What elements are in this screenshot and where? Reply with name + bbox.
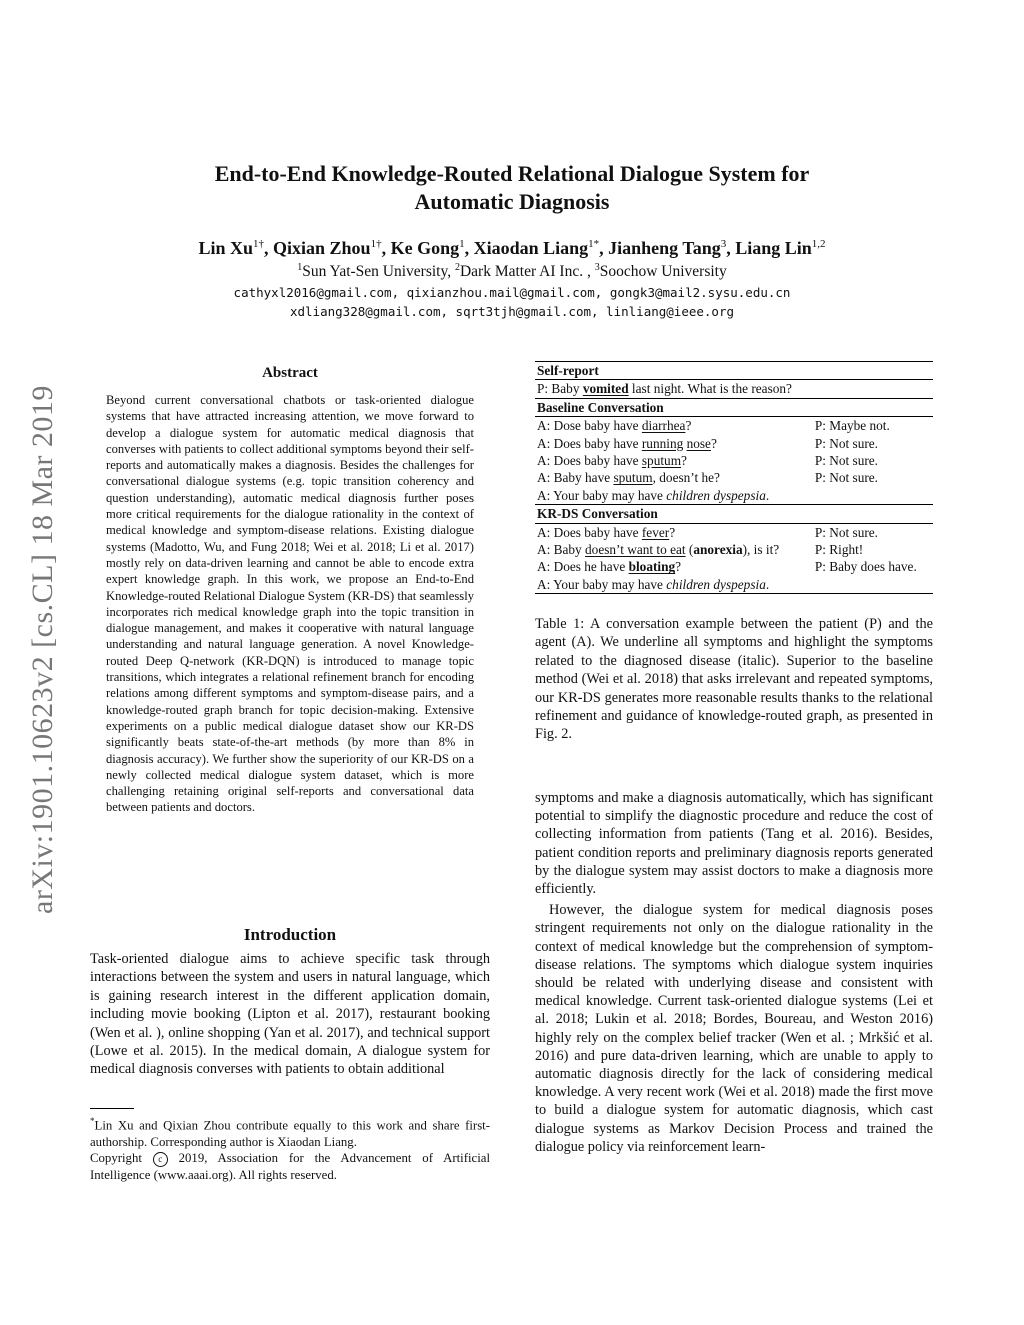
table-row	[535, 380, 933, 398]
email-list-line-1: cathyxl2016@gmail.com, qixianzhou.mail@gmail.com, gongk3@mail2.sysu.edu.cn	[233, 285, 791, 300]
krds-heading: KR-DS Conversation	[535, 505, 933, 523]
symptom-highlight: vomited	[582, 381, 629, 397]
copyright-text: 2019, Association for the Advancement of Artificial Intelligence (www.aaai.org). All rights reserved.	[90, 1151, 490, 1183]
agent-utterance: A: Does baby have sputum?	[537, 453, 687, 469]
symptom-bold: anorexia	[693, 542, 743, 558]
affil-name: Sun Yat-Sen University,	[302, 263, 455, 281]
disease-italic: children dyspepsia	[666, 487, 766, 503]
agent-utterance: A: Baby have sputum, doesn’t he?	[537, 470, 720, 486]
patient-response: P: Not sure.	[814, 453, 879, 469]
abstract-body: Beyond current conversational chatbots or task-oriented dialogue systems that have attracted increasing attention, we move forward to develop a dialogue system for automatic medical diagnosis that converses with patients to collect additional symptoms beyond their self-reports and automatically makes a diagnosis. Besides the challenges for conversational dialogue systems (e.g. topic transition coherency and question understanding), automatic medical diagnosis further poses more critical requirements for the dialogue rationality in the context of medical knowledge and symptom-disease relations. Existing dialogue systems (Madotto, Wu, and Fung 2018; Wei et al. 2018; Li et al. 2017) mostly rely on data-driven learning and cannot be able to encode extra expert knowledge graph. In this work, we propose an End-to-End Knowledge-routed Relational Dialogue System (KR-DS) that seamlessly incorporates rich medical knowledge graph into the topic transition in dialogue management, and makes it cooperative with natural language understanding and natural language generation. A novel Knowledge-routed Deep Q-network (KR-DQN) is introduced to manage topic transitions, which integrates a relational refinement branch for encoding relations among different symptoms and symptom-disease pairs, and a knowledge-routed graph branch for topic decision-making. Extensive experiments on a public medical dialogue dataset show our KR-DS significantly beats state-of-the-art methods (by more than 8% in diagnosis accuracy). We further show the superiority of our KR-DS on a newly collected medical dialogue system dataset, which is more challenging retaining original self-reports and conversational data between patients and doctors.	[106, 393, 474, 815]
table-row	[535, 487, 933, 505]
introduction-heading: Introduction	[243, 925, 337, 944]
author-affil-sup: 3	[720, 238, 727, 250]
author-name: Lin Xu	[198, 238, 254, 258]
affil-name: Dark Matter AI Inc. ,	[459, 263, 595, 281]
table-section-header	[535, 398, 933, 416]
patient-response: P: Right!	[814, 542, 864, 558]
abstract-heading: Abstract	[262, 365, 318, 381]
patient-response: P: Not sure.	[814, 470, 879, 486]
title-line-2: Automatic Diagnosis	[414, 189, 610, 214]
affil-sup: 3	[594, 262, 600, 273]
self-report-heading: Self-report	[535, 362, 933, 380]
author-name: Liang Lin	[735, 238, 812, 258]
paper-title	[90, 160, 934, 216]
table-row	[535, 576, 933, 594]
table-section-header	[535, 362, 933, 380]
self-report-text: P: Baby vomited last night. What is the reason?	[537, 381, 792, 397]
symptom-underlined: nose	[686, 435, 711, 451]
patient-response: P: Not sure.	[814, 435, 879, 451]
agent-utterance: A: Does baby have fever?	[537, 524, 676, 540]
table-caption: Table 1: A conversation example between the patient (P) and the agent (A). We underline all symptoms and highlight the symptoms related to the diagnosed disease (italic). Superior to the baseline method (Wei et al. 2018) that asks irrelevant and repeated symptoms, our KR-DS generates more reasonable results thanks to the relational refinement and guidance of knowledge-routed graph, as presented in Fig. 2.	[535, 616, 933, 743]
body-paragraph: However, the dialogue system for medical diagnosis poses stringent requirements not only on the dialogue rationality in the context of medical knowledge but the comprehension of symptom-disease relations. The symptoms which dialogue system inquiries should be related with underlying disease and consistent with medical knowledge. Current task-oriented dialogue systems (Lei et al. 2018; Lukin et al. 2018; Bordes, Boureau, and Weston 2016) highly rely on the complex belief tracker (Wen et al. ; Mrkšić et al. 2016) and pure data-driven learning, which are unable to apply to automatic diagnosis directly for the lack of considering medical knowledge. A very recent work (Wei et al. 2018) made the first move to build a dialogue system for automatic diagnosis, which cast dialogue systems as Markov Decision Process and trained the dialogue policy via reinforcement learn-	[535, 902, 933, 1155]
body-paragraph: symptoms and make a diagnosis automatically, which has significant potential to simplify the diagnostic procedure and reduce the cost of collecting information from patients (Tang et al. 2016). Besides, patient condition reports and preliminary diagnosis reports generated by the dialogue system may assist doctors to make a diagnosis more efficiently.	[535, 790, 933, 898]
symptom-underlined: fever	[641, 524, 670, 540]
affiliations	[90, 262, 934, 281]
footnote-text: Lin Xu and Qixian Zhou contribute equally to this work and share first-authorship. Corresponding author is Xiaodan Liang.	[90, 1118, 490, 1149]
title-line-1: End-to-End Knowledge-Routed Relational Dialogue System for	[214, 161, 810, 186]
footnote-authors	[90, 1113, 490, 1150]
affil-sup: 2	[454, 262, 460, 273]
table-row	[535, 523, 933, 541]
copyright-icon: c	[153, 1152, 168, 1167]
agent-utterance: A: Dose baby have diarrhea?	[537, 418, 692, 434]
author-name: Qixian Zhou	[273, 238, 371, 258]
table-row	[535, 541, 933, 558]
agent-diagnosis: A: Your baby may have children dyspepsia.	[537, 487, 770, 503]
author-affil-sup: 1†	[370, 238, 382, 250]
agent-diagnosis: A: Your baby may have children dyspepsia.	[535, 576, 933, 594]
footnote	[90, 1113, 490, 1184]
symptom-underlined: sputum	[641, 453, 682, 469]
symptom-highlight: bloating	[628, 559, 676, 575]
table-row	[535, 558, 933, 575]
table-section-header	[535, 505, 933, 523]
footnote-rule	[90, 1108, 134, 1109]
table-row	[535, 469, 933, 486]
patient-response: P: Maybe not.	[814, 418, 890, 434]
introduction-body: Task-oriented dialogue aims to achieve specific task through interactions between the system and users in natural language, which is gaining research interest in the different application domain, including movie booking (Lipton et al. 2017), restaurant booking (Wen et al. ), online shopping (Yan et al. 2017), and technical support (Lowe et al. 2015). In the medical domain, A dialogue system for medical diagnosis converses with patients to obtain additional	[90, 951, 490, 1078]
author-name: Ke Gong	[390, 238, 460, 258]
footnote-marker: *	[90, 1116, 95, 1126]
author-list: Lin $Xu^{1\dagger}$, Qixian Zhou$^{1\dagger}$, Ke Gong$^1$, Xiaodan Liang$^{1*}$, Jianheng Tang$^3$, Liang Lin$^{1,2}$	[198, 238, 826, 258]
disease-italic: children dyspepsia	[666, 576, 766, 592]
symptom-underlined: sputum	[613, 470, 653, 486]
arxiv-identifier: arXiv:1901.10623v2 [cs.CL] 18 Mar 2019	[26, 385, 59, 915]
right-column-body	[535, 789, 933, 1156]
author-name: Xiaodan Liang	[473, 238, 589, 258]
baseline-heading: Baseline Conversation	[535, 398, 933, 416]
patient-response: P: Baby does have.	[814, 559, 917, 575]
symptom-underlined: diarrhea	[641, 418, 686, 434]
author-affil-sup: 1*	[588, 238, 600, 250]
copyright-notice	[90, 1150, 490, 1184]
agent-utterance: A: Does he have bloating?	[537, 559, 682, 575]
table-row	[535, 417, 933, 435]
agent-utterance: A: Baby doesn’t want to eat (anorexia), is it?	[537, 542, 780, 558]
table-row	[535, 435, 933, 452]
author-affil-sup: 1†	[253, 238, 265, 250]
symptom-underlined: running	[641, 435, 684, 451]
agent-utterance: A: Does baby have running nose?	[537, 435, 717, 451]
affil-sup: 1	[297, 262, 303, 273]
patient-response: P: Not sure.	[814, 524, 879, 540]
conversation-table	[535, 361, 933, 594]
symptom-underlined: doesn’t want to eat	[585, 542, 686, 558]
affil-name: Soochow University	[599, 263, 727, 281]
author-affil-sup: 1	[459, 238, 465, 250]
table-row	[535, 452, 933, 469]
author-affil-sup: 1,2	[811, 238, 826, 250]
copyright-label: Copyright	[90, 1151, 142, 1166]
email-list-line-2: xdliang328@gmail.com, sqrt3tjh@gmail.com, linliang@ieee.org	[289, 304, 734, 319]
author-name: Jianheng Tang	[608, 238, 721, 258]
